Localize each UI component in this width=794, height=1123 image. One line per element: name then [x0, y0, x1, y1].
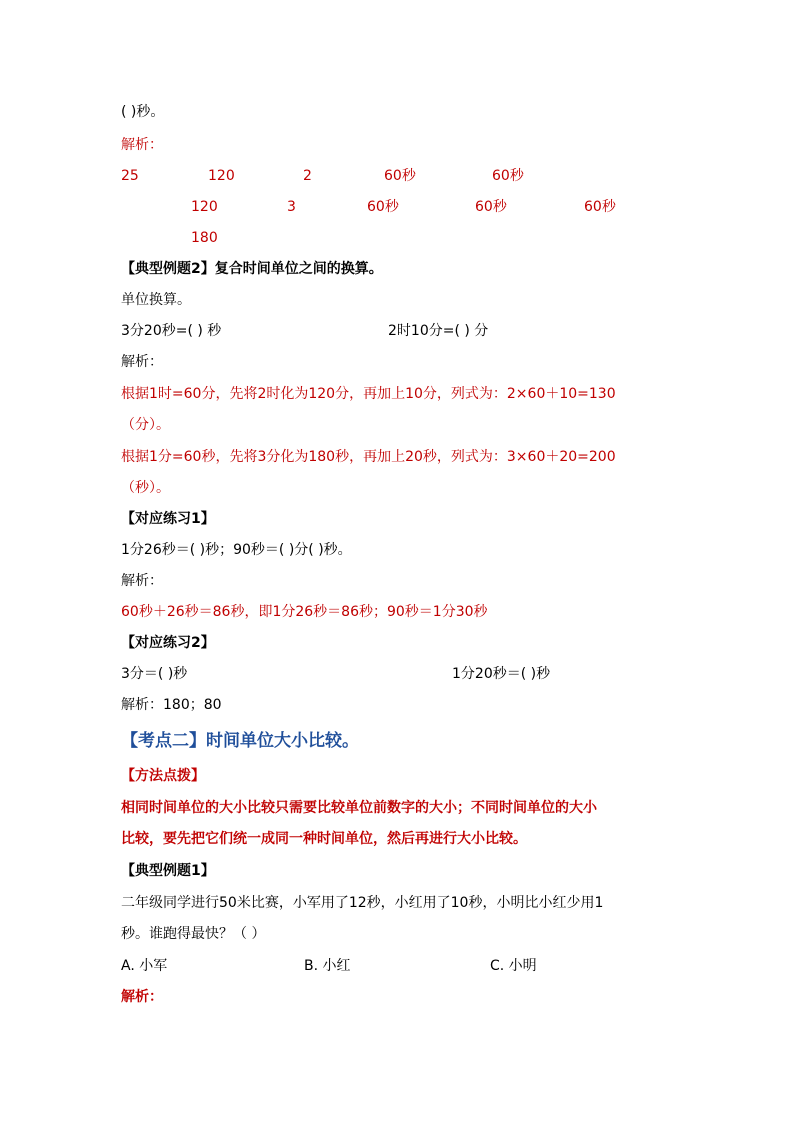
practice-2-heading: 【对应练习2】 — [121, 635, 215, 651]
section-heading: 【考点二】时间单位大小比较。 — [121, 731, 359, 751]
analysis-label: 解析： — [121, 137, 163, 153]
unit-conversion-label: 单位换算。 — [121, 292, 191, 308]
example-2-heading: 【典型例题2】复合时间单位之间的换算。 — [121, 261, 383, 277]
analysis-text: 60秒＋26秒＝86秒，即1分26秒＝86秒；90秒＝1分30秒 — [121, 604, 488, 620]
option-a[interactable]: A. 小军 — [121, 958, 168, 974]
value: 60秒 — [584, 199, 616, 215]
line-blank-seconds: ( )秒。 — [121, 104, 165, 120]
question-2: 2时10分=( ) 分 — [388, 323, 489, 339]
analysis-label: 解析： — [121, 354, 163, 370]
example-1-heading: 【典型例题1】 — [121, 863, 215, 879]
option-b[interactable]: B. 小红 — [304, 958, 351, 974]
practice-1-question: 1分26秒＝( )秒；90秒＝( )分( )秒。 — [121, 542, 352, 558]
value: 25 — [121, 168, 139, 184]
question-text: 秒。谁跑得最快？（ ） — [121, 926, 266, 942]
analysis-text: 根据1时=60分，先将2时化为120分，再加上10分，列式为：2×60＋10=130 — [121, 386, 616, 402]
analysis-text: （分）。 — [121, 417, 170, 433]
value: 60秒 — [475, 199, 507, 215]
value: 2 — [303, 168, 312, 184]
value: 3 — [287, 199, 296, 215]
analysis-label: 解析： — [121, 573, 163, 589]
value: 60秒 — [367, 199, 399, 215]
value: 120 — [191, 199, 218, 215]
question-text: 二年级同学进行50米比赛，小军用了12秒，小红用了10秒，小明比小红少用1 — [121, 895, 604, 911]
value: 120 — [208, 168, 235, 184]
analysis-text: 根据1分=60秒，先将3分化为180秒，再加上20秒，列式为：3×60＋20=200 — [121, 449, 616, 465]
value: 180 — [191, 230, 218, 246]
method-heading: 【方法点拨】 — [121, 768, 205, 784]
analysis-text: （秒）。 — [121, 480, 170, 496]
question-1: 3分20秒=( ) 秒 — [121, 323, 222, 339]
value: 60秒 — [492, 168, 524, 184]
practice-1-heading: 【对应练习1】 — [121, 511, 215, 527]
method-text: 比较，要先把它们统一成同一种时间单位，然后再进行大小比较。 — [121, 831, 527, 847]
question-2: 1分20秒＝( )秒 — [452, 666, 551, 682]
option-c[interactable]: C. 小明 — [490, 958, 537, 974]
method-text: 相同时间单位的大小比较只需要比较单位前数字的大小；不同时间单位的大小 — [121, 800, 597, 816]
question-1: 3分＝( )秒 — [121, 666, 188, 682]
analysis-label: 解析： — [121, 989, 163, 1005]
analysis-answer: 解析：180；80 — [121, 697, 222, 713]
value: 60秒 — [384, 168, 416, 184]
